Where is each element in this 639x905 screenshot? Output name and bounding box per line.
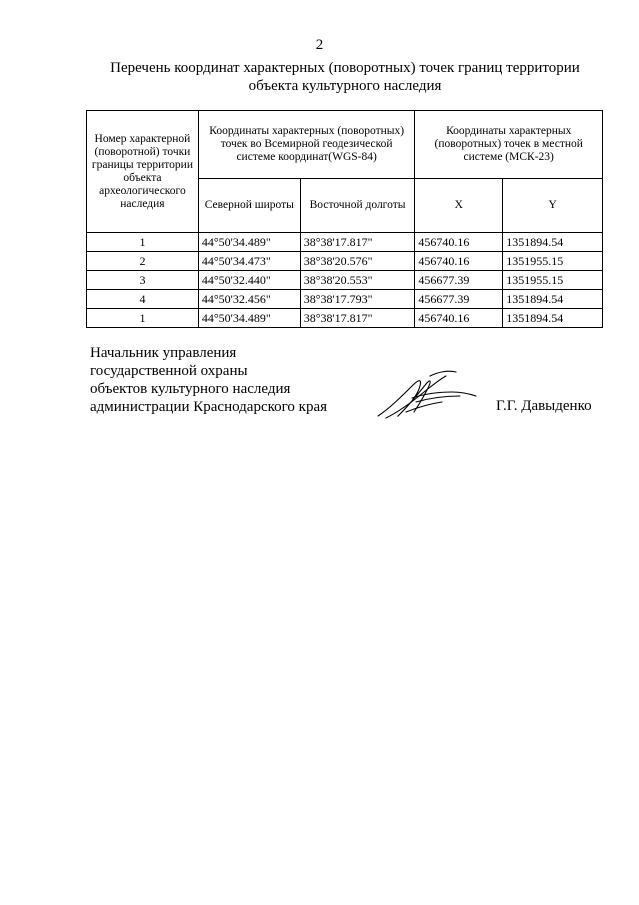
header-wgs84-group: Координаты характерных (поворотных) точек во Всемирной геодезической системе координат(WGS-84) [198, 111, 415, 179]
table-row [87, 309, 603, 328]
cell-east: 38°38'17.793" [300, 290, 415, 309]
cell-y: 1351955.15 [503, 252, 603, 271]
cell-point: 1 [87, 233, 199, 252]
cell-y: 1351955.15 [503, 271, 603, 290]
cell-east: 38°38'17.817" [300, 233, 415, 252]
cell-x: 456677.39 [415, 271, 503, 290]
signatory-position-line-2: государственной охраны [90, 363, 248, 379]
cell-east: 38°38'20.553" [300, 271, 415, 290]
signer-name: Г.Г. Давыденко [496, 398, 592, 414]
header-y: Y [503, 179, 603, 233]
cell-y: 1351894.54 [503, 290, 603, 309]
header-msk23-group: Координаты характерных (поворотных) точек в местной системе (МСК-23) [415, 111, 603, 179]
document-title-line-2: объекта культурного наследия [248, 78, 442, 94]
coordinates-table [86, 110, 603, 328]
signatory-position-line-3: объектов культурного наследия [90, 381, 291, 397]
table-row [87, 233, 603, 252]
cell-east: 38°38'17.817" [300, 309, 415, 328]
cell-north: 44°50'34.473" [198, 252, 300, 271]
handwritten-signature [372, 368, 484, 422]
cell-point: 4 [87, 290, 199, 309]
table-row [87, 290, 603, 309]
cell-east: 38°38'20.576" [300, 252, 415, 271]
header-point-number: Номер характерной (поворотной) точки границы территории объекта археологического наследия [87, 111, 199, 233]
header-north-latitude: Северной широты [198, 179, 300, 233]
cell-y: 1351894.54 [503, 309, 603, 328]
page-number: 2 [315, 37, 324, 53]
signatory-position [90, 344, 327, 416]
cell-x: 456677.39 [415, 290, 503, 309]
cell-x: 456740.16 [415, 233, 503, 252]
cell-point: 3 [87, 271, 199, 290]
document-title-line-1: Перечень координат характерных (поворотных) точек границ территории [110, 60, 580, 76]
cell-point: 1 [87, 309, 199, 328]
cell-point: 2 [87, 252, 199, 271]
signatory-position-line-1: Начальник управления [90, 345, 237, 361]
cell-north: 44°50'32.456" [198, 290, 300, 309]
signatory-position-line-4: администрации Краснодарского края [90, 399, 328, 415]
cell-north: 44°50'34.489" [198, 233, 300, 252]
document-title [90, 59, 600, 95]
table-row [87, 252, 603, 271]
table-row [87, 271, 603, 290]
cell-x: 456740.16 [415, 252, 503, 271]
cell-north: 44°50'34.489" [198, 309, 300, 328]
header-east-longitude: Восточной долготы [300, 179, 415, 233]
header-x: X [415, 179, 503, 233]
cell-y: 1351894.54 [503, 233, 603, 252]
cell-x: 456740.16 [415, 309, 503, 328]
cell-north: 44°50'32.440" [198, 271, 300, 290]
